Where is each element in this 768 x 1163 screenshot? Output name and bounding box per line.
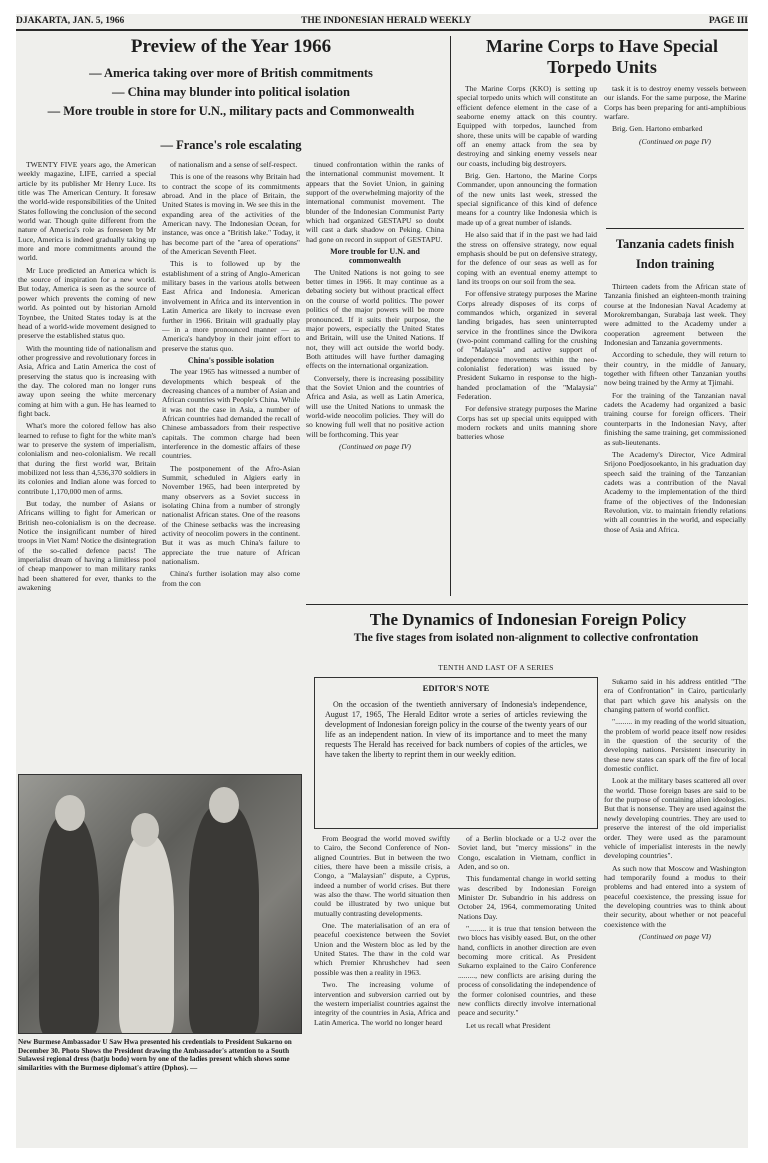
dynamics-column-3 (604, 677, 746, 1148)
dynamics-column-2 (458, 834, 596, 1148)
preview-subheading-un: More trouble for U.N. and commonwealth (330, 247, 420, 266)
marine-paragraph: For defensive strategy purposes the Marine Corps has set up special units equipped with modern rockets and units manning shore batteries whose (457, 404, 597, 442)
tanzania-paragraph: The Academy's Director, Vice Admiral Srijono Poedjosoekanto, in his graduation day speech said the training of the Tanzanian cadets was a contribution of the Naval Academy to the implementation of the third frame of the objectives of the Indonesian Revolution, viz. to maintain friendly relations with all countries in the world, and especially those of Asia and Africa. (604, 449, 746, 534)
preview-continued-note: (Continued on page IV) (339, 441, 411, 451)
marine-paragraph: The Marine Corps (KKO) is setting up special torpedo units which will constitute an efficient defence element in the case of a seaborne enemy attack on this country. Equipped with torpedos, launched from shore, these units will be capable of warding off an enemy attack from the sea by destroying and sinking enemy vessels near our coasts, including big destroyers. (457, 84, 597, 168)
preview-column-3 (306, 160, 444, 600)
dynamics-paragraph: Let us recall what President (466, 1020, 551, 1030)
preview-column-2 (162, 160, 300, 765)
tanzania-paragraph: For the training of the Tanzanian naval cadets the Academy had organized a basic training course for foreign officers. Their counterparts in the Indonesian Navy, after finishing the same training, get commissioned as sub-lieutenants. (604, 390, 746, 447)
header-date: DJAKARTA, JAN. 5, 1966 (16, 16, 125, 26)
dynamics-paragraph: Look at the military bases scattered all over the world. Those foreign bases are said to be for the purpose of containing alien ideologies. But that is nonsense. They are used against the newly developing countries. They are used to preserve the interest of the old imperialist order. They were used as the paramount vehicle of imperialist interests in the newly developing countries". (604, 776, 746, 861)
news-photo (18, 774, 302, 1034)
marine-column-2 (604, 84, 746, 234)
preview-paragraph: With the mounting tide of nationalism and other progressive and revolutionary forces in Asia, Africa and Latin America the cost of preserving the status quo is increasing with the day. The colored man no longer runs away upon seeing the white mercenary coming at him with a gun. He has learned to fight back. (18, 343, 156, 418)
marine-paragraph: Brig. Gen. Hartono, the Marine Corps Commander, upon announcing the formation of the new units last week, stressed the special significance of this kind of defence means for a country like Indonesia which is made up of a great number of islands. (457, 171, 597, 227)
marine-paragraph: task it is to destroy enemy vessels between our islands. For the same purpose, the Marine Corps has been preparing for anti-amphibious warfare. (604, 84, 746, 122)
marine-title: Marine Corps to Have Special Torpedo Units (486, 36, 718, 77)
editors-note-text (325, 700, 587, 822)
section-rule (306, 604, 748, 605)
photo-caption: New Burmese Ambassador U Saw Hwa presented his credentials to President Sukarno on December 30. Photo Shows the President drawing the Ambassador's attention to a South Sulawesi regional dress (batju bodo) worn by one of the ladies present which shows some similarities with the Burmese diplomat's attire (Dphos). — (18, 1038, 292, 1072)
dynamics-subtitle: The five stages from isolated non-alignment to collective confrontation (353, 632, 699, 644)
marine-paragraph: He also said that if in the past we had laid the stress on offensive strategy, now equal emphasis should be put on defensive strategy, for the defence of our seas as well as for coping with an eventual enemy attempt to land its troops on our soil from the sea. (457, 230, 597, 286)
preview-title: Preview of the Year 1966 (130, 36, 332, 57)
preview-column-1 (18, 160, 156, 765)
dynamics-paragraph: of a Berlin blockade or a U-2 over the Soviet land, but "mercy missions" in the Congo, escalation in Vietnam, conflict in Aden, and so on. (458, 834, 596, 872)
preview-paragraph: Mr Luce predicted an America which is the source of inspiration for a new world. But today, America is seen as the source of power which prevents the coming of new world. As pointed out by historian Arnold Toynbee, the United States today is at the head of a world-wide movement designed to preserve the established status quo. (18, 265, 156, 341)
marine-column-1 (457, 84, 597, 596)
editors-note-paragraph: On the occasion of the twentieth anniversary of Indonesia's independence, August 17, 1965, The Herald Editor wrote a series of articles reviewing the development of Indonesian foreign policy in the course of the twenty years of our life as an independent nation. In view of its importance and to meet the many requests The Herald has received for back numbers of copies of the articles, we have taken the liberty to reprint them in our weekly edition. (325, 700, 587, 759)
marine-continued-note: (Continued on page IV) (639, 136, 711, 146)
preview-paragraph: TWENTY FIVE years ago, the American weekly magazine, LIFE, carried a special article by its publisher Mr Henry Luce. Its title was The American Century. It foresaw the world-wide responsibilities of the United States following the conclusion of the second world war. Though quite different from the nature of America's role as foreseen by Mr Luce, America is indeed gradually taking up more and more commitments around the world. (18, 160, 156, 263)
tanzania-title: Tanzania cadets finish Indon training (615, 237, 735, 271)
tanzania-paragraph: Thirteen cadets from the African state of Tanzania finished an eighteen-month training course at the Indonesian Naval Academy at Morokrembangan, Surabaja last week. They were admitted to the Academy under a cooperation agreement between the Indonesian and Tanzania governments. (604, 282, 746, 348)
preview-subhead-4: — France's role escalating (160, 138, 302, 152)
preview-paragraph: tinued confrontation within the ranks of the international communist movement. It appears that the Soviet Union, in gaining support of the overwhelming majority of the international communist movement. The blunder of the Indonesian Communist Party which had organized GESTAPU so doubt will cast a dark shadow on Peking. China had gone on record in support of GESTAPU. (306, 160, 444, 244)
header-page-number: PAGE III (708, 16, 748, 26)
marine-paragraph: For offensive strategy purposes the Marine Corps already disposes of its corps of commandos which, organized in several landing brigades, has seen uninterrupted service in the frontlines since the Dwikora (two-point command calling for the crushing of "Malaysia" and active support of independence movements within the neo-colonialist federation) was issued by President Sukarno in response to the high-handed proclamation of the "Malaysia" Federation. (457, 289, 597, 401)
dynamics-paragraph: "......... in my reading of the world situation, the problem of world peace itself now resides in the question of the security of the developing nations. Persistent insecurity in these new states can spark off the fire of local domestic conflict. (604, 717, 746, 774)
preview-subheading-china: China's possible isolation (187, 355, 275, 365)
dynamics-paragraph: "......... it is true that tension between the two blocs has visibly eased. But, on the other hand, conflicts in another direction are even becoming more critical. As President Sukarno explained to the Cairo Conference ........., new conflicts are arising during the process of consolidating the independence of the former colonised countries, and these new conflicts directly involve international peace and security." (458, 924, 596, 1018)
tanzania-paragraph: According to schedule, they will return to their country, in the middle of January, together with fifteen other Tanzanian youths now being trained by the Army at Tjimahi. (604, 350, 746, 388)
preview-paragraph: Conversely, there is increasing possibility that the Soviet Union and the countries of Africa and Asia, as well as Latin America, will use the United Nations to unmask the world-wide neocolim policies. They will do so knowing full well that no positive action will be forthcoming. This year (306, 373, 444, 439)
tanzania-column (604, 282, 746, 596)
preview-paragraph: But today, the number of Asians or Africans willing to fight for American or British neo-colonialism is on the decrease. Notice the insignificant number of hired troops in Viet Nam! Notice the disintegration of the so-called defence pacts! The imperialist dream of having a limitless pool of cheap manpower to man military ranks had been shattered for ever, thanks to the awakening (18, 499, 156, 593)
section-rule (606, 228, 744, 229)
preview-paragraph: The United Nations is not going to see better times in 1966. It may continue as a debating society but without practical effect on the course of world politics. The power politics of the major powers will be more pronounced. If it suits their purpose, the major powers, especially the United States and Britain, will use the United Nations. If not, they will act outside the world body. Both attitudes will have further damaging effects on the international organization. (306, 267, 444, 371)
dynamics-paragraph: This fundamental change in world setting was described by Indonesian Foreign Minister Dr. Subandrio in his address on October 24, 1964, commemorating United Nations Day. (458, 874, 596, 921)
column-divider (450, 36, 451, 596)
dynamics-column-1 (314, 834, 450, 1148)
dynamics-title: The Dynamics of Indonesian Foreign Policy (369, 610, 687, 629)
editors-note-box (314, 677, 598, 829)
dynamics-paragraph: One. The materialisation of an era of peaceful coexistence between the Soviet Union and the Western bloc as led by the United States. The thaw in the cold war which Premier Khrushchev had seen possible was then a reality in 1963. (314, 921, 450, 977)
page-header (16, 14, 748, 30)
preview-subhead-1: — America taking over more of British commitments (89, 66, 373, 80)
preview-paragraph: The year 1965 has witnessed a number of developments which bespeak of the decreasing chances of a number of Asian and African countries with People's China. While it was not the case in Asia, a number of African countries had demanded the recall of Chinese ambassadors from their respective capitals. The common charge had been interference in the domestic affairs of these countries. (162, 367, 300, 461)
newspaper-page (16, 14, 748, 1148)
preview-paragraph: of nationalism and a sense of self-respect. (170, 160, 298, 169)
preview-paragraph: China's further isolation may also come from the con (162, 569, 300, 588)
preview-paragraph: This is one of the reasons why Britain had to contract the scope of its commitments abroad. And in the place of Britain, the United States is moving in. We see this in the expanding area of the activities of the American navy. The Indonesian Ocean, for instance, was once a "British lake." Today, it has become part of the "area of operations" of the American Seventh Fleet. (162, 172, 300, 257)
dynamics-paragraph: As such now that Moscow and Washington had temporarily found a modus to their problems and had entered into a system of peaceful coexistence, the pressing issue for the developing countries was to think about their security, about whether or not peaceful coexistence with the (604, 863, 746, 929)
dynamics-paragraph: Two. The increasing volume of intervention and subversion carried out by the western imperialist countries against the integrity of the countries in Asia, Africa and Latin America. The world no longer heard (314, 980, 450, 1027)
preview-paragraph: What's more the colored fellow has also learned to refuse to fight for the white man's war to preserve the system of imperialism, colonialism and neo-colonialism. We recall that during the first world war, Britain mobilized not less than 4,536,370 soldiers in its colonies and Indian alone was forced to contribute 1,170,000 men of arms. (18, 421, 156, 496)
header-rule (16, 29, 748, 31)
preview-paragraph: This is to followed up by the establishment of a string of Anglo-American military bases in the various atolls between East Africa and Indonesia. American involvement in Africa and its intervention in Latin America are likely to increase even further in 1966. Britain will gradually play — in a more pronounced manner — as America's handyboy in their joint effort to preserve the status quo. (162, 259, 300, 353)
preview-subhead-2: — China may blunder into political isolation (111, 85, 350, 99)
dynamics-continued-note: (Continued on page VI) (639, 931, 711, 941)
editors-note-title: EDITOR'S NOTE (422, 683, 490, 693)
marine-paragraph: Brig. Gen. Hartono embarked (612, 124, 703, 134)
dynamics-paragraph: From Beograd the world moved swiftly to Cairo, the Second Conference of Non-aligned Countries. But in between the two cities, there have been a missile crisis, a Congo, a "Malaysian" dispute, a Cyprus, indeed a number of world crises. But there was also the thaw. The world situation then could be illustrated by two unique but mutually contrasting developments. (314, 834, 450, 918)
header-paper-name: THE INDONESIAN HERALD WEEKLY (301, 16, 472, 26)
dynamics-series-label: TENTH AND LAST OF A SERIES (438, 663, 554, 672)
dynamics-paragraph: Sukarno said in his address entitled "The era of Confrontation" in Cairo, particularly that part which gave his analysis on the changing pattern of world conflict. (604, 677, 746, 715)
preview-paragraph: The postponement of the Afro-Asian Summit, scheduled in Algiers early in November 1965, had been interpreted by many observers as a Soviet success in isolating China from a number of strongly nationalist African states. One of the reasons of the Chinese setbacks was the increasing activity of neocolim powers in the continent. But it was as much China's failure to appreciate the true nature of African nationalism. (162, 463, 300, 567)
preview-subhead-3: — More trouble in store for U.N., military pacts and Commonwealth (47, 104, 415, 118)
